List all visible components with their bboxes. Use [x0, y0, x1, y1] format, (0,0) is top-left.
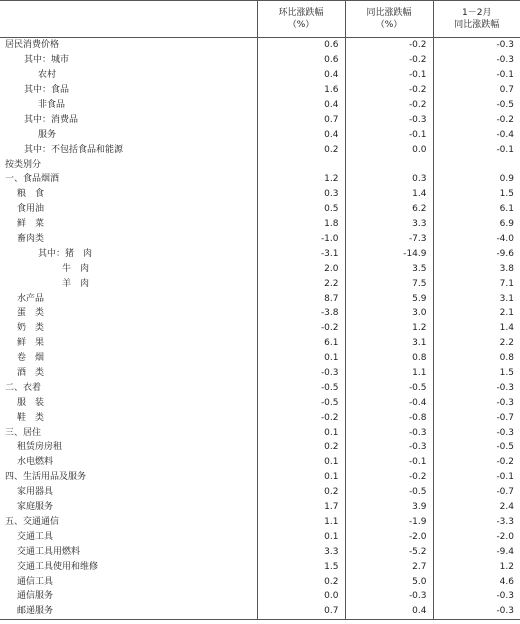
row-label: 畜肉类 — [17, 234, 45, 245]
yoy-value: 3.3 — [345, 217, 433, 232]
ytd-yoy-value: 6.1 — [433, 202, 520, 217]
mom-value: 0.1 — [257, 529, 345, 544]
table-row — [0, 559, 520, 574]
row-label: 通信工具 — [17, 576, 54, 587]
header-ytd-line2: 同比涨跌幅 — [454, 20, 500, 30]
row-label: 粮 食 — [17, 189, 45, 200]
mom-value: -0.3 — [257, 366, 345, 381]
mom-value: -1.0 — [257, 232, 345, 247]
row-label: 其中：消费品 — [24, 114, 79, 125]
yoy-value: -0.5 — [345, 485, 433, 500]
mom-value: 0.2 — [257, 574, 345, 589]
mom-value: 0.4 — [257, 68, 345, 83]
mom-value: 0.3 — [257, 187, 345, 202]
mom-value: 0.0 — [257, 589, 345, 604]
mom-value: 0.1 — [257, 425, 345, 440]
table-row — [0, 246, 520, 261]
table-row — [0, 425, 520, 440]
yoy-value: -0.3 — [345, 425, 433, 440]
row-label: 五、交通通信 — [5, 516, 60, 527]
table-row — [0, 455, 520, 470]
row-label: 其中：城市 — [24, 55, 70, 66]
header-mom-line1: 环比涨跌幅 — [278, 8, 324, 18]
table-row — [0, 127, 520, 142]
table-row — [0, 83, 520, 98]
mom-value: 0.6 — [257, 38, 345, 53]
row-label: 交通工具 — [17, 531, 54, 542]
table-row — [0, 172, 520, 187]
ytd-yoy-value: 0.8 — [433, 351, 520, 366]
ytd-yoy-value: -0.1 — [433, 142, 520, 157]
ytd-yoy-value: 1.4 — [433, 321, 520, 336]
ytd-yoy-value: 2.4 — [433, 500, 520, 515]
yoy-value: 0.3 — [345, 172, 433, 187]
row-label: 按类别分 — [5, 159, 42, 170]
table-row — [0, 261, 520, 276]
mom-value: 6.1 — [257, 336, 345, 351]
table-row — [0, 336, 520, 351]
table-row — [0, 321, 520, 336]
mom-value: 3.3 — [257, 544, 345, 559]
mom-value: 0.2 — [257, 440, 345, 455]
table-row — [0, 380, 520, 395]
mom-value: 2.0 — [257, 261, 345, 276]
yoy-value: -0.1 — [345, 68, 433, 83]
table-row — [0, 38, 520, 53]
yoy-value: 1.4 — [345, 187, 433, 202]
ytd-yoy-value: -0.3 — [433, 395, 520, 410]
header-mom-line2: （%） — [287, 20, 315, 30]
ytd-yoy-value: -4.0 — [433, 232, 520, 247]
row-label: 其中：猪 肉 — [38, 248, 93, 259]
table-body — [0, 38, 520, 620]
mom-value: 0.1 — [257, 455, 345, 470]
header-mom — [257, 1, 345, 38]
mom-value: 1.8 — [257, 217, 345, 232]
table-row — [0, 187, 520, 202]
yoy-value: -0.2 — [345, 38, 433, 53]
row-label: 鞋 类 — [17, 412, 45, 423]
yoy-value: 0.8 — [345, 351, 433, 366]
yoy-value: -0.2 — [345, 470, 433, 485]
ytd-yoy-value: -3.3 — [433, 515, 520, 530]
yoy-value: 2.7 — [345, 559, 433, 574]
row-label: 家用器具 — [17, 487, 54, 498]
yoy-value: 3.5 — [345, 261, 433, 276]
mom-value: 1.6 — [257, 83, 345, 98]
table-row — [0, 589, 520, 604]
table-row — [0, 410, 520, 425]
yoy-value: -1.9 — [345, 515, 433, 530]
row-label: 牛 肉 — [62, 263, 90, 274]
mom-value: 0.1 — [257, 470, 345, 485]
yoy-value: 7.5 — [345, 276, 433, 291]
ytd-yoy-value: -9.6 — [433, 246, 520, 261]
mom-value: 0.5 — [257, 202, 345, 217]
ytd-yoy-value: -0.2 — [433, 112, 520, 127]
ytd-yoy-value: -0.7 — [433, 410, 520, 425]
row-label: 酒 类 — [17, 368, 45, 379]
table-row — [0, 574, 520, 589]
yoy-value: -0.8 — [345, 410, 433, 425]
ytd-yoy-value: -0.3 — [433, 380, 520, 395]
row-label: 奶 类 — [17, 323, 45, 334]
table-row — [0, 515, 520, 530]
table-row — [0, 366, 520, 381]
row-label: 四、生活用品及服务 — [5, 472, 87, 483]
ytd-yoy-value: 0.7 — [433, 83, 520, 98]
mom-value: -0.5 — [257, 395, 345, 410]
yoy-value: -5.2 — [345, 544, 433, 559]
ytd-yoy-value: 4.6 — [433, 574, 520, 589]
ytd-yoy-value: -0.3 — [433, 53, 520, 68]
table-row — [0, 306, 520, 321]
table-row — [0, 395, 520, 410]
ytd-yoy-value: -0.3 — [433, 425, 520, 440]
table-row — [0, 470, 520, 485]
row-label: 水电燃料 — [17, 457, 54, 468]
ytd-yoy-value: -0.5 — [433, 440, 520, 455]
header-row — [0, 1, 520, 38]
header-ytd-yoy — [433, 1, 520, 38]
header-ytd-line1: 1－2月 — [462, 8, 492, 18]
table-row — [0, 351, 520, 366]
row-label: 其中：不包括食品和能源 — [24, 144, 124, 155]
ytd-yoy-value: 2.1 — [433, 306, 520, 321]
yoy-value: -0.1 — [345, 455, 433, 470]
ytd-yoy-value: 1.5 — [433, 187, 520, 202]
yoy-value: 0.4 — [345, 604, 433, 619]
yoy-value: -0.5 — [345, 380, 433, 395]
ytd-yoy-value: -0.2 — [433, 455, 520, 470]
table-row — [0, 112, 520, 127]
ytd-yoy-value: -0.1 — [433, 470, 520, 485]
row-label: 通信服务 — [17, 591, 54, 602]
table-row — [0, 440, 520, 455]
row-label: 蛋 类 — [17, 308, 45, 319]
table-row — [0, 485, 520, 500]
yoy-value: 0.0 — [345, 142, 433, 157]
ytd-yoy-value: -2.0 — [433, 529, 520, 544]
yoy-value: 1.1 — [345, 366, 433, 381]
yoy-value: 3.1 — [345, 336, 433, 351]
mom-value: -0.2 — [257, 321, 345, 336]
ytd-yoy-value: -0.1 — [433, 68, 520, 83]
mom-value: 1.2 — [257, 172, 345, 187]
mom-value: 0.7 — [257, 604, 345, 619]
header-yoy-line1: 同比涨跌幅 — [366, 8, 412, 18]
row-label: 三、居住 — [5, 427, 42, 438]
ytd-yoy-value: 1.2 — [433, 559, 520, 574]
yoy-value: -0.3 — [345, 440, 433, 455]
yoy-value: -2.0 — [345, 529, 433, 544]
table-row — [0, 53, 520, 68]
mom-value: 1.5 — [257, 559, 345, 574]
yoy-value: -0.2 — [345, 98, 433, 113]
mom-value: -3.8 — [257, 306, 345, 321]
row-label: 鲜 果 — [17, 338, 45, 349]
mom-value: -3.1 — [257, 246, 345, 261]
yoy-value: -0.4 — [345, 395, 433, 410]
table-row — [0, 529, 520, 544]
row-label: 邮递服务 — [0, 604, 257, 619]
ytd-yoy-value: 1.5 — [433, 366, 520, 381]
row-label: 水产品 — [17, 293, 45, 304]
ytd-yoy-value: -0.7 — [433, 485, 520, 500]
yoy-value: 5.9 — [345, 291, 433, 306]
ytd-yoy-value: -0.3 — [433, 38, 520, 53]
table-row — [0, 500, 520, 515]
ytd-yoy-value: 0.9 — [433, 172, 520, 187]
ytd-yoy-value: -0.4 — [433, 127, 520, 142]
table-row — [0, 202, 520, 217]
mom-value: 0.6 — [257, 53, 345, 68]
table-row — [0, 291, 520, 306]
row-label: 租赁房房租 — [17, 442, 63, 453]
yoy-value: -14.9 — [345, 246, 433, 261]
row-label: 非食品 — [38, 100, 66, 110]
header-category — [0, 1, 257, 38]
ytd-yoy-value: -0.3 — [433, 604, 520, 619]
table-row — [0, 98, 520, 113]
ytd-yoy-value: 3.1 — [433, 291, 520, 306]
ytd-yoy-value: 3.8 — [433, 261, 520, 276]
yoy-value: -0.3 — [345, 589, 433, 604]
mom-value: 1.1 — [257, 515, 345, 530]
yoy-value: -0.2 — [345, 83, 433, 98]
row-label: 居民消费价格 — [5, 40, 60, 51]
row-label: 交通工具用燃料 — [17, 546, 81, 557]
table-row — [0, 217, 520, 232]
yoy-value: -0.2 — [345, 53, 433, 68]
mom-value: 2.2 — [257, 276, 345, 291]
row-label: 二、衣着 — [5, 382, 42, 393]
yoy-value: 1.2 — [345, 321, 433, 336]
mom-value: 1.7 — [257, 500, 345, 515]
table-row — [0, 68, 520, 83]
mom-value: 8.7 — [257, 291, 345, 306]
ytd-yoy-value: 7.1 — [433, 276, 520, 291]
yoy-value: 3.0 — [345, 306, 433, 321]
header-yoy — [345, 1, 433, 38]
mom-value: -0.2 — [257, 410, 345, 425]
row-label: 家庭服务 — [17, 502, 54, 513]
row-label: 一、食品烟酒 — [5, 174, 60, 185]
table-row — [0, 276, 520, 291]
mom-value: 0.2 — [257, 142, 345, 157]
yoy-value: 3.9 — [345, 500, 433, 515]
mom-value: 0.2 — [257, 485, 345, 500]
mom-value: 0.1 — [257, 351, 345, 366]
row-label: 其中：食品 — [24, 85, 70, 96]
row-label: 鲜 菜 — [17, 219, 45, 230]
yoy-value: -0.1 — [345, 127, 433, 142]
mom-value: 0.4 — [257, 127, 345, 142]
yoy-value — [345, 157, 433, 172]
yoy-value: -0.3 — [345, 112, 433, 127]
mom-value: -0.5 — [257, 380, 345, 395]
row-label: 交通工具使用和维修 — [17, 561, 99, 572]
row-label: 服务 — [38, 129, 57, 140]
table-row — [0, 232, 520, 247]
table-row — [0, 604, 520, 619]
ytd-yoy-value: -0.5 — [433, 98, 520, 113]
ytd-yoy-value: -9.4 — [433, 544, 520, 559]
mom-value: 0.7 — [257, 112, 345, 127]
ytd-yoy-value — [433, 157, 520, 172]
row-label: 卷 烟 — [17, 353, 45, 364]
row-label: 农村 — [38, 70, 57, 81]
yoy-value: 6.2 — [345, 202, 433, 217]
table-row — [0, 544, 520, 559]
row-label: 食用油 — [17, 204, 45, 215]
header-yoy-line2: （%） — [375, 20, 403, 30]
ytd-yoy-value: -0.3 — [433, 589, 520, 604]
ytd-yoy-value: 2.2 — [433, 336, 520, 351]
yoy-value: 5.0 — [345, 574, 433, 589]
mom-value — [257, 157, 345, 172]
table-row — [0, 142, 520, 157]
ytd-yoy-value: 6.9 — [433, 217, 520, 232]
mom-value: 0.4 — [257, 98, 345, 113]
row-label: 羊 肉 — [62, 278, 90, 289]
table-row — [0, 157, 520, 172]
row-label: 服 装 — [17, 397, 45, 408]
yoy-value: -7.3 — [345, 232, 433, 247]
